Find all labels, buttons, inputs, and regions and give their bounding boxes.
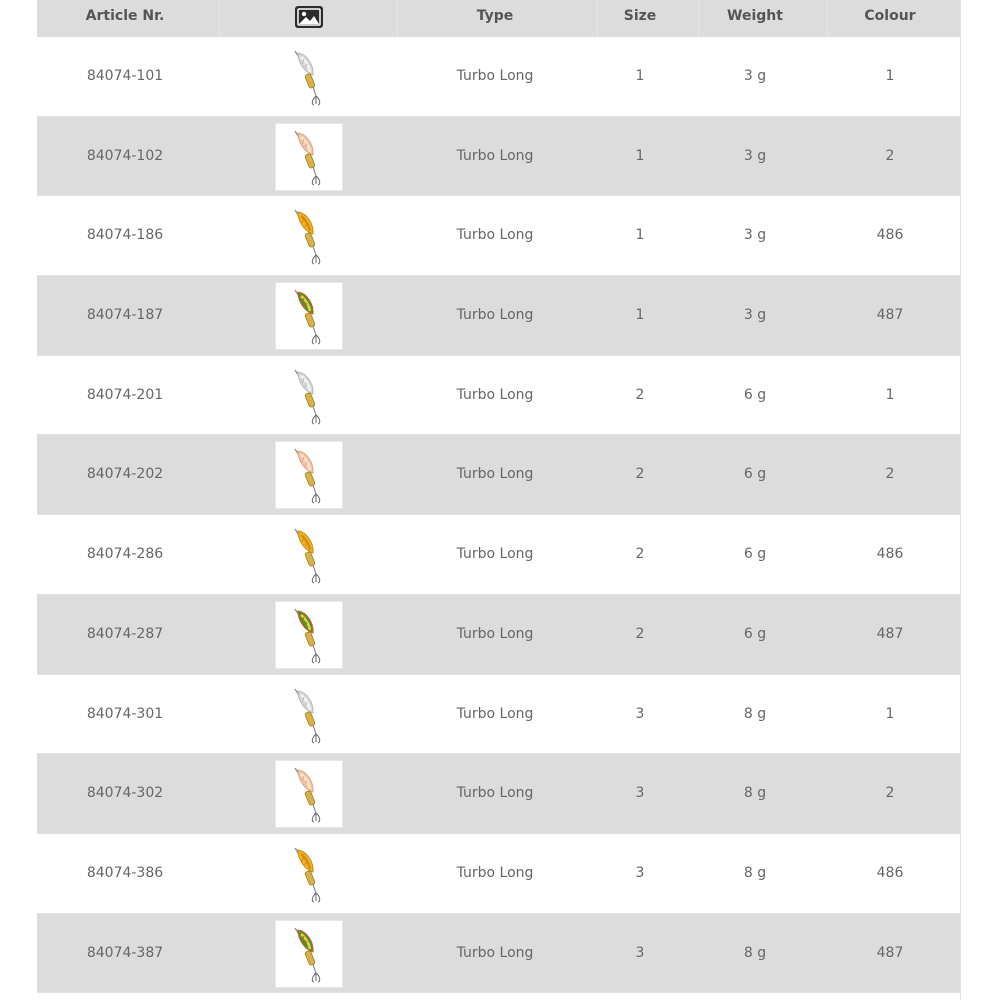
product-weight: 6 g (743, 386, 767, 403)
product-type: Turbo Long (456, 227, 534, 244)
product-thumbnail[interactable] (275, 362, 343, 430)
article-number: 84074-186 (86, 227, 164, 244)
article-number: 84074-387 (86, 944, 164, 961)
product-type: Turbo Long (456, 386, 534, 403)
article-number: 84074-287 (86, 625, 164, 642)
product-weight: 6 g (743, 466, 767, 483)
spinner-lure-image (276, 283, 344, 351)
product-colour: 487 (876, 307, 904, 324)
product-size: 2 (635, 625, 645, 642)
photo-icon (294, 5, 324, 29)
product-thumbnail[interactable] (275, 123, 343, 191)
product-size: 3 (635, 705, 645, 722)
spinner-lure-image (276, 841, 344, 909)
product-colour: 486 (876, 864, 904, 881)
table-row (37, 356, 960, 436)
product-weight: 3 g (743, 227, 767, 244)
spinner-lure-image (276, 203, 344, 271)
spinner-lure-image (276, 44, 344, 112)
table-body (37, 37, 960, 993)
product-weight: 3 g (743, 307, 767, 324)
product-colour: 2 (885, 785, 895, 802)
spinner-lure-image (276, 442, 344, 510)
table-row (37, 515, 960, 595)
product-thumbnail[interactable] (275, 521, 343, 589)
product-type: Turbo Long (456, 147, 534, 164)
table-row (37, 196, 960, 276)
product-thumbnail[interactable] (275, 43, 343, 111)
table-row (37, 834, 960, 914)
article-number: 84074-302 (86, 785, 164, 802)
product-weight: 6 g (743, 625, 767, 642)
product-type: Turbo Long (456, 944, 534, 961)
spinner-lure-image (276, 602, 344, 670)
product-weight: 6 g (743, 546, 767, 563)
product-colour: 487 (876, 944, 904, 961)
product-size: 1 (635, 307, 645, 324)
spinner-lure-image (276, 363, 344, 431)
article-number: 84074-286 (86, 546, 164, 563)
product-table (37, 0, 960, 993)
header-weight: Weight (727, 8, 783, 24)
product-size: 1 (635, 68, 645, 84)
product-colour: 1 (885, 68, 895, 84)
product-thumbnail[interactable] (275, 202, 343, 270)
product-thumbnail[interactable] (275, 282, 343, 350)
product-weight: 8 g (743, 944, 767, 961)
table-right-border (960, 0, 961, 1000)
header-article: Article Nr. (85, 8, 165, 24)
table-header (37, 0, 960, 37)
header-size: Size (623, 8, 657, 24)
product-size: 1 (635, 227, 645, 244)
product-thumbnail[interactable] (275, 920, 343, 988)
article-number: 84074-187 (86, 307, 164, 324)
table-row (37, 276, 960, 356)
table-row (37, 914, 960, 994)
product-type: Turbo Long (456, 785, 534, 802)
header-type: Type (476, 8, 514, 24)
spinner-lure-image (276, 124, 344, 192)
spinner-lure-image (276, 522, 344, 590)
header-divider (397, 0, 398, 37)
table-row (37, 37, 960, 117)
product-colour: 1 (885, 705, 895, 722)
product-colour: 2 (885, 147, 895, 164)
product-type: Turbo Long (456, 68, 534, 84)
product-type: Turbo Long (456, 307, 534, 324)
article-number: 84074-301 (86, 705, 164, 722)
article-number: 84074-102 (86, 147, 164, 164)
product-type: Turbo Long (456, 546, 534, 563)
article-number: 84074-101 (86, 68, 164, 84)
product-type: Turbo Long (456, 705, 534, 722)
product-size: 2 (635, 386, 645, 403)
product-thumbnail[interactable] (275, 760, 343, 828)
product-weight: 3 g (743, 147, 767, 164)
product-thumbnail[interactable] (275, 601, 343, 669)
table-row (37, 117, 960, 197)
spinner-lure-image (276, 921, 344, 989)
table-row (37, 675, 960, 755)
product-thumbnail[interactable] (275, 441, 343, 509)
product-colour: 2 (885, 466, 895, 483)
product-type: Turbo Long (456, 625, 534, 642)
product-colour: 487 (876, 625, 904, 642)
product-type: Turbo Long (456, 466, 534, 483)
article-number: 84074-386 (86, 864, 164, 881)
product-size: 2 (635, 466, 645, 483)
table-row (37, 595, 960, 675)
product-thumbnail[interactable] (275, 840, 343, 908)
product-size: 3 (635, 785, 645, 802)
article-number: 84074-201 (86, 386, 164, 403)
product-size: 3 (635, 944, 645, 961)
product-size: 3 (635, 864, 645, 881)
product-colour: 486 (876, 227, 904, 244)
table-row (37, 754, 960, 834)
product-weight: 3 g (743, 68, 767, 84)
header-colour: Colour (864, 8, 916, 24)
spinner-lure-image (276, 761, 344, 829)
product-size: 1 (635, 147, 645, 164)
article-number: 84074-202 (86, 466, 164, 483)
product-weight: 8 g (743, 785, 767, 802)
product-colour: 1 (885, 386, 895, 403)
product-type: Turbo Long (456, 864, 534, 881)
spinner-lure-image (276, 682, 344, 750)
product-colour: 486 (876, 546, 904, 563)
product-weight: 8 g (743, 864, 767, 881)
product-weight: 8 g (743, 705, 767, 722)
table-row (37, 435, 960, 515)
product-thumbnail[interactable] (275, 681, 343, 749)
product-size: 2 (635, 546, 645, 563)
header-divider (219, 0, 220, 37)
